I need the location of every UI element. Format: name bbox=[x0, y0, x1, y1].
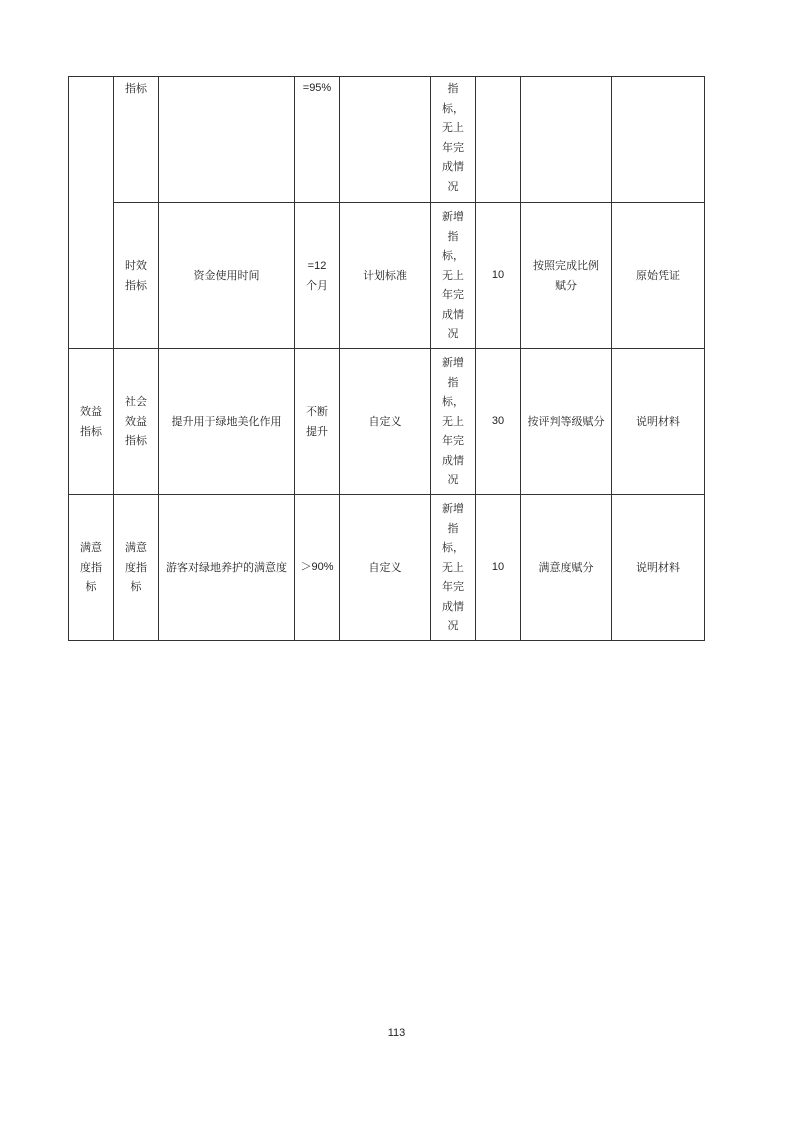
note-cell: 指 标， 无上 年完 成情 况 bbox=[431, 77, 476, 203]
weight-cell bbox=[476, 77, 521, 203]
scoring-method-cell: 按评判等级赋分 bbox=[521, 349, 612, 495]
evidence-cell: 说明材料 bbox=[612, 495, 705, 641]
primary-indicator-cell: 满意度指标 bbox=[69, 495, 114, 641]
scoring-method-cell: 按照完成比例赋分 bbox=[521, 203, 612, 349]
weight-cell: 10 bbox=[476, 495, 521, 641]
table-row bbox=[69, 349, 705, 495]
scoring-method-cell bbox=[521, 77, 612, 203]
table-row bbox=[69, 203, 705, 349]
evidence-cell: 原始凭证 bbox=[612, 203, 705, 349]
note-cell: 新增 指 标， 无上 年完 成情 况 bbox=[431, 349, 476, 495]
evidence-cell bbox=[612, 77, 705, 203]
standard-cell: 计划标准 bbox=[340, 203, 431, 349]
indicator-content-cell: 游客对绿地养护的满意度 bbox=[159, 495, 295, 641]
standard-cell bbox=[340, 77, 431, 203]
note-cell: 新增 指 标， 无上 年完 成情 况 bbox=[431, 203, 476, 349]
indicator-value-cell: ＞90% bbox=[295, 495, 340, 641]
page-number: 113 bbox=[387, 1027, 406, 1039]
standard-cell: 自定义 bbox=[340, 495, 431, 641]
standard-cell: 自定义 bbox=[340, 349, 431, 495]
indicator-content-cell: 提升用于绿地美化作用 bbox=[159, 349, 295, 495]
weight-cell: 30 bbox=[476, 349, 521, 495]
secondary-indicator-cell: 社会 效益 指标 bbox=[114, 349, 159, 495]
evidence-cell: 说明材料 bbox=[612, 349, 705, 495]
secondary-indicator-cell: 时效 指标 bbox=[114, 203, 159, 349]
weight-cell: 10 bbox=[476, 203, 521, 349]
secondary-indicator-cell: 满意 度指 标 bbox=[114, 495, 159, 641]
table-row bbox=[69, 495, 705, 641]
performance-indicator-table bbox=[68, 76, 705, 641]
indicator-content-cell bbox=[159, 77, 295, 203]
primary-indicator-cell: 效益 指标 bbox=[69, 349, 114, 495]
table-row bbox=[69, 77, 705, 203]
indicator-value-cell: =12 个月 bbox=[295, 203, 340, 349]
indicator-value-cell: 不断 提升 bbox=[295, 349, 340, 495]
secondary-indicator-cell: 指标 bbox=[114, 77, 159, 203]
scoring-method-cell: 满意度赋分 bbox=[521, 495, 612, 641]
note-cell: 新增 指 标， 无上 年完 成情 况 bbox=[431, 495, 476, 641]
indicator-value-cell: =95% bbox=[295, 77, 340, 203]
primary-indicator-cell-empty bbox=[69, 77, 114, 349]
indicator-content-cell: 资金使用时间 bbox=[159, 203, 295, 349]
